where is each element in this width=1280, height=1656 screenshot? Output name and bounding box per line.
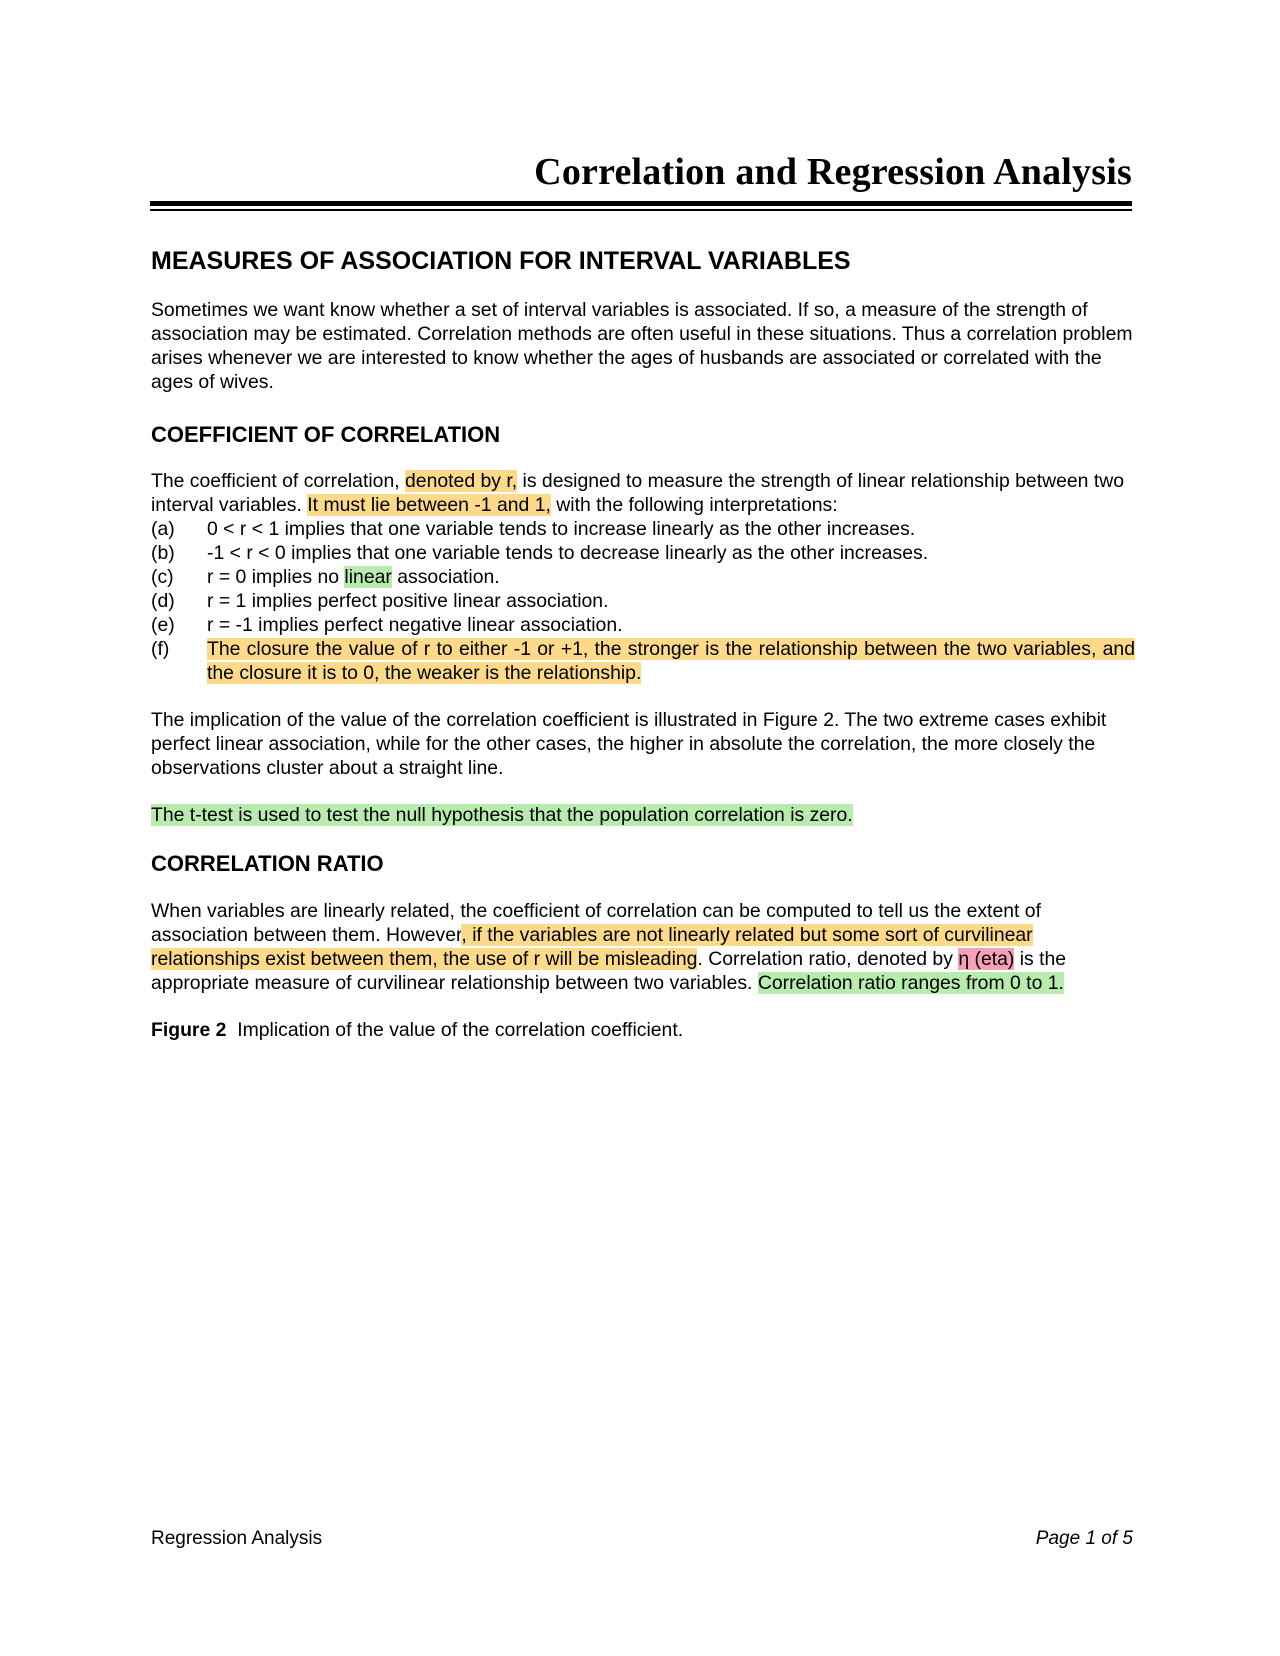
paragraph-implication: The implication of the value of the correlation coefficient is illustrated in Figure 2. The two extreme cases exhibit perfect linear association, while for the other cases, the higher in absolute the correlation, the more closely the observations cluster about a straight line.: [151, 709, 1107, 779]
highlight-curvilinear: , if the variables are not linearly related but some sort of curvilinear relationships exist between them, the use of r will be misleading: [151, 924, 1033, 970]
list-item-text: r = -1 implies perfect negative linear association.: [207, 614, 623, 636]
figure-caption-text: Implication of the value of the correlation coefficient.: [237, 1019, 684, 1041]
list-item-label: (d): [151, 590, 175, 612]
footer-page-number: Page 1 of 5: [1035, 1528, 1133, 1549]
list-item-label: (f): [151, 638, 170, 660]
highlight-t-test: The t-test is used to test the null hypothesis that the population correlation is zero.: [151, 804, 853, 826]
text-run: r = 0 implies no: [207, 566, 345, 588]
paragraph-t-test: [151, 803, 1135, 827]
highlight-range: It must lie between -1 and 1,: [307, 494, 551, 516]
figure-label: Figure 2: [151, 1019, 227, 1041]
list-item: [151, 589, 1135, 613]
list-item-label: (b): [151, 542, 175, 564]
list-item: [151, 517, 1135, 541]
highlight-denoted-by-r: denoted by r,: [405, 470, 518, 492]
text-run: . Correlation ratio, denoted by: [697, 948, 959, 970]
list-item-label: (c): [151, 566, 174, 588]
figure-caption: [151, 1018, 1135, 1042]
text-run: is designed to measure the strength of linear relationship between two interval variables.: [151, 470, 1124, 516]
list-item-text: [207, 565, 1135, 589]
document-body: [151, 244, 1135, 1042]
list-item-text: r = 1 implies perfect positive linear association.: [207, 590, 609, 612]
section-heading-measures: MEASURES OF ASSOCIATION FOR INTERVAL VARIABLES: [151, 247, 851, 275]
text-run: is the appropriate measure of curvilinear relationship between two variables.: [151, 948, 1067, 994]
list-item: [151, 541, 1135, 565]
paragraph-correlation-ratio: [151, 899, 1135, 995]
highlight-eta: η (eta): [958, 948, 1015, 970]
list-item: [151, 613, 1135, 637]
section-heading-coefficient: COEFFICIENT OF CORRELATION: [151, 422, 501, 447]
text-run: The coefficient of correlation,: [151, 470, 406, 492]
text-run: association.: [391, 566, 500, 588]
highlight-ratio-range: Correlation ratio ranges from 0 to 1.: [757, 972, 1064, 994]
highlight-linear: linear: [344, 566, 392, 588]
header-rule-thick: [150, 201, 1132, 206]
list-item: [151, 637, 1135, 685]
document-header-title: Correlation and Regression Analysis: [534, 151, 1132, 193]
list-item-label: (a): [151, 518, 175, 540]
highlight-closure: The closure the value of r to either -1 or +1, the stronger is the relationship between the two variables, and the closure it is to 0, the weaker is the relationship.: [207, 638, 1135, 684]
footer-document-name: Regression Analysis: [151, 1528, 323, 1549]
interpretation-list: [151, 517, 1135, 685]
text-run: When variables are linearly related, the coefficient of correlation can be computed to tell us the extent of association between them. However: [151, 900, 1041, 946]
text-run: with the following interpretations:: [550, 494, 838, 516]
header-rule-thin: [150, 209, 1132, 211]
section-heading-ratio: CORRELATION RATIO: [151, 851, 384, 876]
list-item-text: 0 < r < 1 implies that one variable tends to increase linearly as the other increases.: [207, 518, 916, 540]
list-item-label: (e): [151, 614, 175, 636]
paragraph-measures: Sometimes we want know whether a set of interval variables is associated. If so, a measure of the strength of association may be estimated. Correlation methods are often useful in these situations. Thus a correlation problem arises whenever we are interested to know whether the ages of husbands are associated or correlated with the ages of wives.: [151, 299, 1133, 393]
paragraph-coefficient-intro: [151, 469, 1135, 517]
list-item-text: [207, 637, 1135, 685]
list-item-text: -1 < r < 0 implies that one variable tends to decrease linearly as the other increases.: [207, 542, 929, 564]
list-item: [151, 565, 1135, 589]
